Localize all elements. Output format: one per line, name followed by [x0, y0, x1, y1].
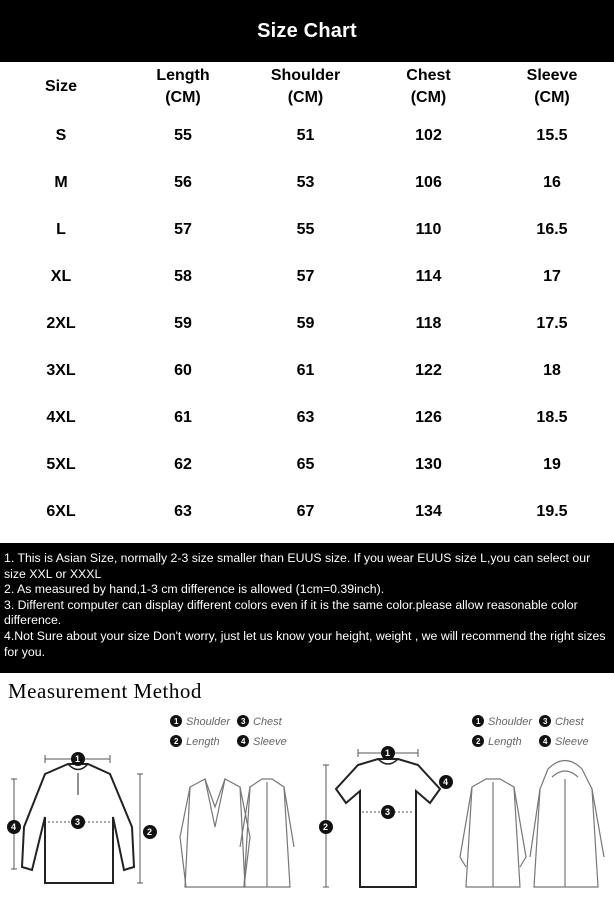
button-shirt-icon — [460, 779, 526, 887]
svg-text:1: 1 — [476, 717, 481, 726]
cell-sleeve: 18.5 — [536, 408, 568, 426]
header-sleeve: Sleeve (CM) — [526, 67, 578, 106]
table-row — [0, 394, 614, 441]
legend-sleeve-right: Sleeve — [555, 736, 589, 748]
cell-chest: 114 — [415, 267, 442, 285]
legend-shoulder-right: Shoulder — [488, 716, 533, 728]
cell-length: 60 — [174, 361, 192, 379]
cell-size: 4XL — [46, 408, 76, 426]
cell-sleeve: 16 — [543, 173, 561, 191]
cell-length: 62 — [174, 455, 192, 473]
cell-size: 5XL — [46, 455, 76, 473]
note-item: 2. As measured by hand,1-3 cm difference is allowed (1cm=0.39inch). — [4, 582, 385, 597]
cell-sleeve: 17.5 — [536, 314, 568, 332]
cell-sleeve: 17 — [543, 267, 561, 285]
cell-size: L — [56, 220, 66, 238]
cell-length: 57 — [174, 220, 192, 238]
svg-text:4: 4 — [543, 737, 548, 746]
header-length: Length (CM) — [156, 67, 210, 106]
cell-shoulder: 53 — [296, 173, 315, 191]
blazer-icon — [180, 779, 250, 887]
cell-size: 3XL — [46, 361, 76, 379]
cell-chest: 102 — [415, 126, 442, 144]
cell-shoulder: 57 — [296, 267, 315, 285]
size-table — [0, 62, 614, 535]
cell-size: 2XL — [46, 314, 76, 332]
legend-length-left: Length — [186, 736, 220, 748]
table-row — [0, 347, 614, 394]
svg-text:4: 4 — [11, 822, 17, 832]
legend-chest-left: Chest — [253, 716, 282, 728]
table-row — [0, 488, 614, 535]
svg-text:1: 1 — [385, 748, 391, 758]
svg-text:3: 3 — [543, 717, 548, 726]
legend-length-right: Length — [488, 736, 522, 748]
cell-length: 58 — [174, 267, 192, 285]
note-item: 1. This is Asian Size, normally 2-3 size smaller than EUUS size. If you wear EUUS size L,you can select our size XXL or XXXL — [4, 551, 591, 581]
svg-text:3: 3 — [75, 817, 81, 827]
legend-sleeve-left: Sleeve — [253, 736, 287, 748]
cell-shoulder: 63 — [296, 408, 315, 426]
header-size: Size — [44, 78, 77, 95]
svg-text:1: 1 — [174, 717, 179, 726]
cell-sleeve: 15.5 — [536, 126, 568, 144]
size-chart-header — [0, 0, 614, 62]
note-item: 4.Not Sure about your size Don't worry, just let us know your height, weight , we will recommend the right sizes for you. — [4, 628, 606, 659]
cell-sleeve: 19.5 — [536, 502, 568, 520]
cell-chest: 118 — [415, 314, 442, 332]
notes-panel — [0, 543, 614, 673]
cell-chest: 110 — [415, 220, 442, 238]
cell-shoulder: 55 — [296, 220, 315, 238]
header-shoulder: Shoulder (CM) — [270, 67, 341, 106]
svg-text:4: 4 — [241, 737, 246, 746]
svg-text:1: 1 — [75, 754, 81, 764]
table-row — [0, 112, 614, 159]
hoodie-icon — [530, 761, 604, 888]
jacket-icon — [240, 779, 294, 887]
t-shirt-icon — [336, 759, 440, 887]
cell-size: S — [55, 126, 67, 144]
cell-size: M — [54, 173, 68, 191]
cell-size: 6XL — [46, 502, 76, 520]
svg-text:2: 2 — [174, 737, 179, 746]
measurement-method-title: Measurement Method — [8, 679, 202, 703]
svg-text:2: 2 — [323, 822, 329, 832]
svg-text:3: 3 — [385, 807, 391, 817]
cell-chest: 126 — [415, 408, 442, 426]
svg-text:3: 3 — [241, 717, 246, 726]
cell-sleeve: 19 — [543, 455, 561, 473]
table-row — [0, 253, 614, 300]
measurement-diagrams — [0, 707, 614, 897]
cell-chest: 106 — [415, 173, 442, 191]
cell-length: 55 — [174, 126, 192, 144]
table-row — [0, 300, 614, 347]
table-header-row — [0, 62, 614, 112]
header-chest: Chest (CM) — [406, 67, 451, 106]
svg-text:2: 2 — [476, 737, 481, 746]
cell-shoulder: 65 — [296, 455, 315, 473]
table-row — [0, 159, 614, 206]
cell-shoulder: 51 — [296, 126, 315, 144]
cell-chest: 134 — [415, 502, 442, 520]
cell-sleeve: 18 — [543, 361, 561, 379]
legend-shoulder-left: Shoulder — [186, 716, 231, 728]
cell-length: 63 — [174, 502, 192, 520]
cell-length: 61 — [174, 408, 192, 426]
cell-shoulder: 59 — [296, 314, 315, 332]
table-row — [0, 441, 614, 488]
note-item: 3. Different computer can display different colors even if it is the same color.please allow reasonable color difference. — [4, 597, 578, 628]
cell-chest: 122 — [415, 361, 442, 379]
cell-chest: 130 — [415, 455, 442, 473]
cell-shoulder: 61 — [296, 361, 315, 379]
cell-sleeve: 16.5 — [536, 220, 568, 238]
table-row — [0, 206, 614, 253]
cell-length: 59 — [174, 314, 192, 332]
cell-size: XL — [50, 267, 72, 285]
size-chart-title: Size Chart — [257, 19, 357, 42]
cell-shoulder: 67 — [296, 502, 315, 520]
svg-text:4: 4 — [443, 777, 449, 787]
cell-length: 56 — [174, 173, 192, 191]
legend-chest-right: Chest — [555, 716, 584, 728]
svg-text:2: 2 — [147, 827, 153, 837]
